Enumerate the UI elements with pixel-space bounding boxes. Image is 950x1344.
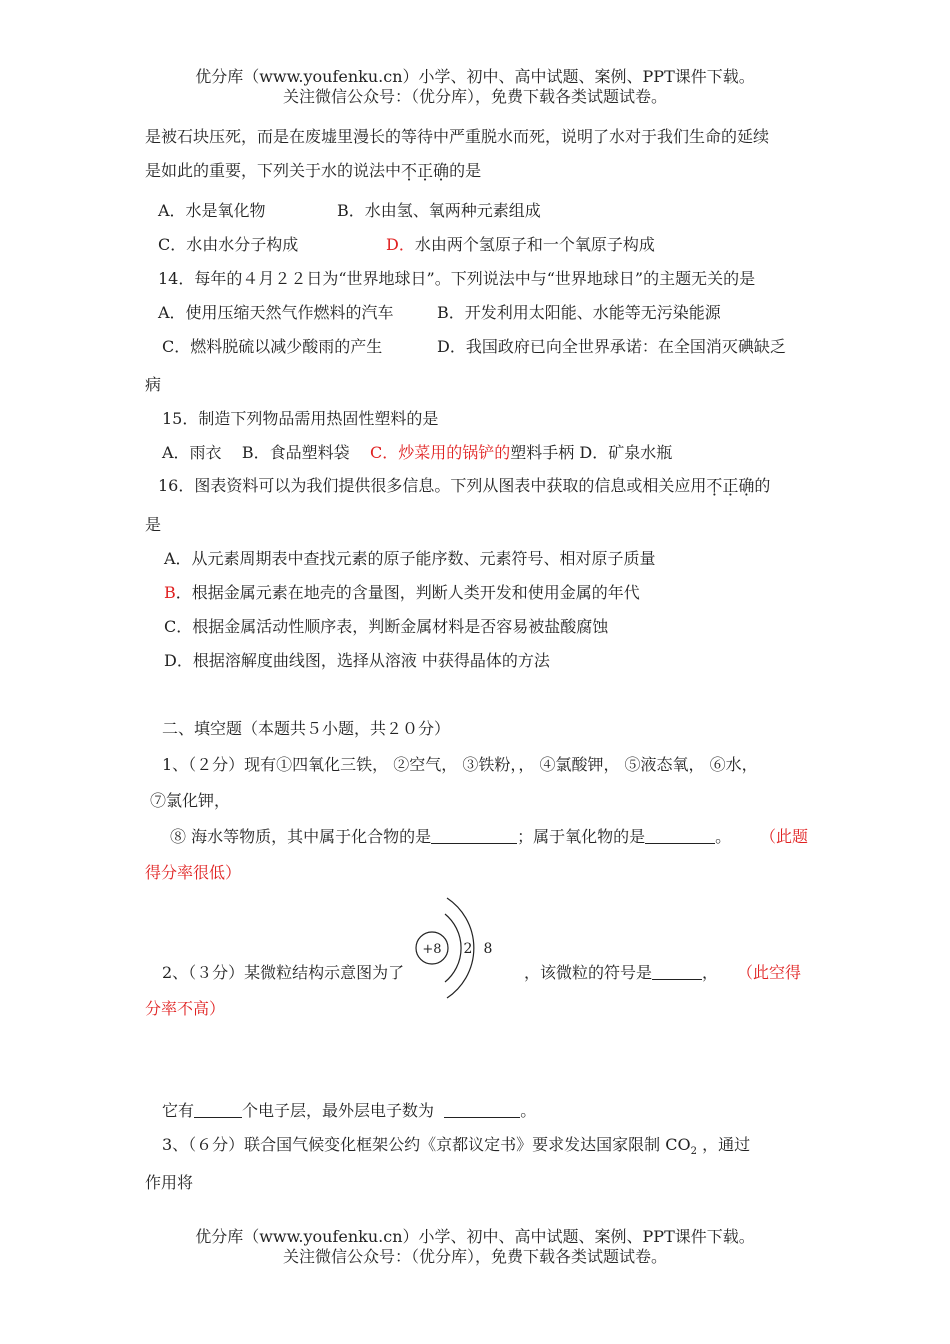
q14-option-d-cont: 病 bbox=[145, 375, 162, 394]
electron-shell-1 bbox=[445, 914, 461, 982]
q16-stem-cont: 是 bbox=[145, 515, 162, 534]
fq2-line-2 bbox=[162, 1100, 536, 1122]
q16-stem bbox=[158, 475, 770, 497]
q14-option-d: D．我国政府已向全世界承诺：在全国消灭碘缺乏 bbox=[437, 337, 786, 356]
q13-text-2a: 是如此的重要，下列关于水的说法中 bbox=[145, 161, 402, 180]
emphasis-char: 确 bbox=[738, 476, 755, 495]
fq2-note-1: （此空得 bbox=[737, 963, 802, 982]
answer-blank[interactable] bbox=[444, 1101, 520, 1118]
fq1-line-3b: ；属于氧化物的是 bbox=[517, 827, 646, 846]
emphasis-char: 正 bbox=[417, 161, 434, 180]
q13-option-d-label: D． bbox=[386, 235, 415, 254]
fq3-line-1 bbox=[162, 1134, 750, 1163]
q13-option-c: C．水由水分子构成 bbox=[158, 235, 299, 254]
q13-option-b: B．水由氢、氧两种元素组成 bbox=[337, 201, 541, 220]
q16-option-b-text: ．根据金属元素在地壳的含量图，判断人类开发和使用金属的年代 bbox=[175, 583, 640, 602]
answer-blank[interactable] bbox=[431, 827, 517, 844]
shell-1-electrons: 2 bbox=[463, 941, 473, 957]
answer-blank[interactable] bbox=[645, 827, 715, 844]
q14-option-c: C．燃料脱硫以减少酸雨的产生 bbox=[162, 337, 383, 356]
fq3-text-a: 3、（６分）联合国气候变化框架公约《京都议定书》要求发达国家限制 CO bbox=[162, 1135, 691, 1154]
q13-option-a: A．水是氧化物 bbox=[158, 201, 266, 220]
q13-text-2 bbox=[145, 160, 481, 182]
q16-option-b bbox=[164, 582, 640, 604]
fq2-text-b-label: ，该微粒的符号是 bbox=[524, 963, 653, 982]
answer-blank[interactable] bbox=[652, 963, 702, 980]
q15-stem: 15．制造下列物品需用热固性塑料的是 bbox=[162, 409, 439, 428]
fq3-line-2: 作用将 bbox=[145, 1173, 194, 1192]
emphasis-char: 正 bbox=[722, 476, 739, 495]
fq1-note-2: 得分率很低） bbox=[145, 863, 242, 882]
fq2-note-2: 分率不高） bbox=[145, 999, 226, 1018]
answer-blank[interactable] bbox=[194, 1101, 242, 1118]
fq3-subscript: 2 bbox=[690, 1146, 698, 1158]
footer-line-1: 优分库（www.youfenku.cn）小学、初中、高中试题、案例、PPT课件下载。 bbox=[195, 1227, 755, 1246]
shell-2-electrons: 8 bbox=[483, 941, 493, 957]
fq3-text-b: ，通过 bbox=[697, 1135, 751, 1154]
fq2-line-2c: 。 bbox=[520, 1101, 537, 1120]
fq2-text-a: 2、（３分）某微粒结构示意图为了 bbox=[162, 963, 405, 982]
q15-option-a: A．雨衣 bbox=[162, 443, 222, 462]
q15-option-c-rest: 塑料手柄 bbox=[510, 443, 575, 462]
q13-option-d bbox=[386, 234, 655, 256]
q16-stem-b: 的 bbox=[754, 476, 771, 495]
q13-option-d-text: 水由两个氢原子和一个氧原子构成 bbox=[414, 235, 655, 254]
fq1-line-3c: 。 bbox=[715, 827, 732, 846]
section-title: 二、填空题（本题共５小题，共２０分） bbox=[162, 719, 451, 738]
q16-option-d: D．根据溶解度曲线图，选择从溶液 中获得晶体的方法 bbox=[164, 651, 550, 670]
emphasis-char: 不 bbox=[706, 476, 723, 495]
q15-options bbox=[162, 442, 672, 464]
fq1-line-3 bbox=[170, 826, 731, 848]
fq2-text-b bbox=[524, 962, 718, 984]
fq2-line-2b: 个电子层，最外层电子数为 bbox=[242, 1101, 435, 1120]
q16-stem-a: 16．图表资料可以为我们提供很多信息。下列从图表中获取的信息或相关应用 bbox=[158, 476, 707, 495]
fq1-note-1: （此题 bbox=[760, 827, 809, 846]
emphasis-char: 确 bbox=[433, 161, 450, 180]
emphasis-char: 不 bbox=[401, 161, 418, 180]
q16-option-c: C．根据金属活动性顺序表，判断金属材料是否容易被盐酸腐蚀 bbox=[164, 617, 609, 636]
q14-stem: 14．每年的４月２２日为“世界地球日”。下列说法中与“世界地球日”的主题无关的是 bbox=[158, 269, 756, 288]
q16-option-a: A．从元素周期表中查找元素的原子能序数、元素符号、相对原子质量 bbox=[164, 549, 656, 568]
nucleus-charge: +8 bbox=[422, 942, 442, 957]
q15-option-d: D．矿泉水瓶 bbox=[579, 443, 673, 462]
fq1-line-2: ⑦氯化钾， bbox=[150, 791, 231, 810]
atom-structure-diagram bbox=[405, 888, 505, 1004]
header-line-1: 优分库（www.youfenku.cn）小学、初中、高中试题、案例、PPT课件下载。 bbox=[195, 67, 755, 86]
q13-text-2b: 的是 bbox=[449, 161, 482, 180]
fq1-line-1: 1、（２分）现有①四氧化三铁， ②空气， ③铁粉，， ④氯酸钾， ⑤液态氧， ⑥水， bbox=[162, 755, 758, 774]
footer-line-2: 关注微信公众号：（优分库），免费下载各类试题试卷。 bbox=[282, 1247, 667, 1266]
fq2-text-c: ， bbox=[702, 963, 719, 982]
q14-option-a: A．使用压缩天然气作燃料的汽车 bbox=[158, 303, 394, 322]
q13-text-1: 是被石块压死，而是在废墟里漫长的等待中严重脱水而死，说明了水对于我们生命的延续 bbox=[145, 127, 770, 146]
header-line-2: 关注微信公众号：（优分库），免费下载各类试题试卷。 bbox=[282, 87, 667, 106]
q15-option-b: B．食品塑料袋 bbox=[241, 443, 350, 462]
fq2-line-2a: 它有 bbox=[162, 1101, 195, 1120]
q16-option-b-label: B bbox=[164, 583, 176, 602]
q15-option-c: C．炒菜用的锅铲的 bbox=[370, 443, 511, 462]
q14-option-b: B．开发利用太阳能、水能等无污染能源 bbox=[437, 303, 721, 322]
fq1-line-3a: ⑧ 海水等物质，其中属于化合物的是 bbox=[170, 827, 432, 846]
